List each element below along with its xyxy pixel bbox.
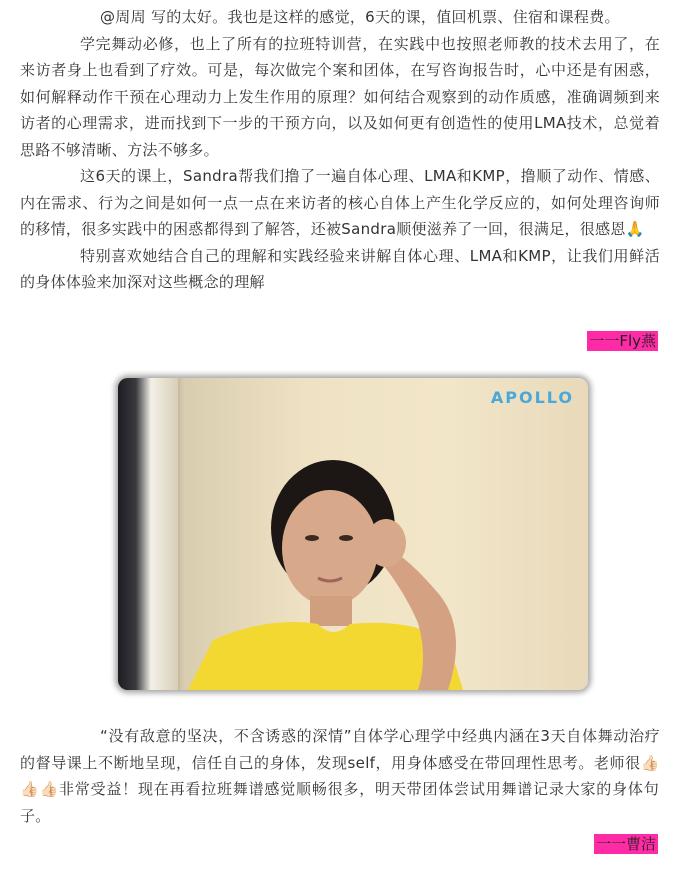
paragraph-3: 这6天的课上，Sandra帮我们撸了一遍自体心理、LMA和KMP，撸顺了动作、情感、内在需求、行为之间是如何一点一点在来访者的核心自体上产生化学反应的，如何处理咨询师的移情，很多实践中的困惑都得到了解答，还被Sandra顺便滋养了一回，很满足，很感恩🙏 — [20, 167, 660, 238]
class-photo — [118, 378, 588, 690]
top-text-block — [20, 4, 660, 296]
signature-fly-yan: 一一Fly燕 — [589, 332, 656, 350]
signature-cao-jie: 一一曹洁 — [595, 835, 656, 853]
paragraph-2: 学完舞动必修，也上了所有的拉班特训营，在实践中也按照老师教的技术去用了，在来访者身上也看到了疗效。可是，每次做完个案和团体，在写咨询报告时，心中还是有困惑，如何解释动作干预在心理动力上发生作用的原理？如何结合观察到的动作质感，准确调频到来访者的心理需求，进而找到下一步的干预方向，以及如何更有创造性的使用LMA技术，总觉着思路不够清晰、方法不够多。 — [20, 34, 660, 159]
paragraph-5: “没有敌意的坚决，不含诱惑的深情”自体学心理学中经典内涵在3天自体舞动治疗的督导课上不断地呈现，信任自己的身体，发现self，用身体感受在带回理性思考。老师很👍🏻👍🏻👍🏻非常受益！现在再看拉班舞谱感觉顺畅很多，明天带团体尝试用舞谱记录大家的身体句子。 — [20, 727, 660, 825]
paragraph-4: 特别喜欢她结合自己的理解和实践经验来讲解自体心理、LMA和KMP，让我们用鲜活的身体体验来加深对这些概念的理解 — [20, 246, 660, 291]
apollo-logo: APOLLO — [490, 388, 574, 407]
woman-photo-illustration — [118, 378, 588, 690]
bottom-text-block — [20, 723, 660, 829]
paragraph-1: @周周 写的太好。我也是这样的感觉，6天的课，值回机票、住宿和课程费。 — [100, 8, 620, 26]
